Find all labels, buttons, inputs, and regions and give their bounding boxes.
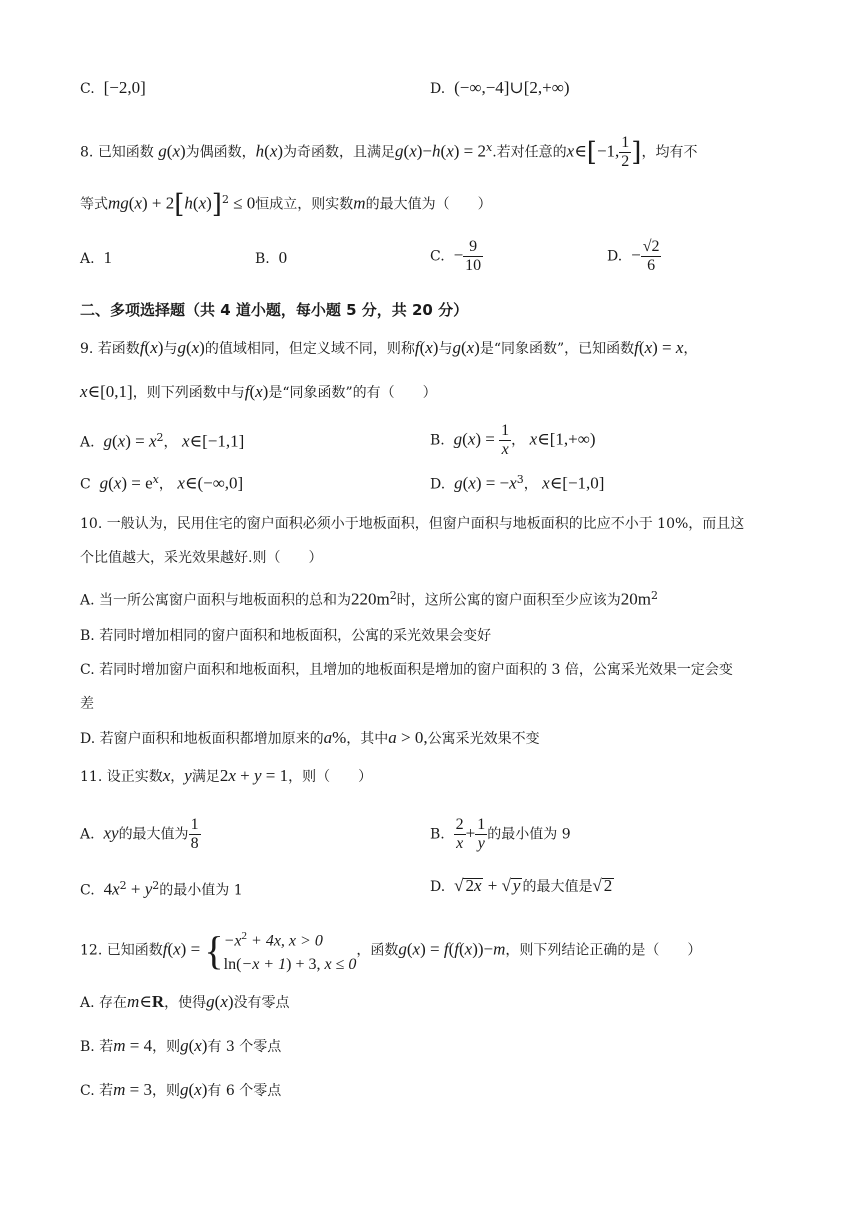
q12-stem: 12. 已知函数f(x) = { $-x^2 + 4x$, x > 0 ln(−x + 1) + 3, x ≤ 0 ，函数g(x) = f(f(x))−m，则下列结论正确的是（ ） — [80, 927, 702, 974]
q9-option-d: D. $g(x) = -x^3$， x∈[−1,0] — [430, 473, 605, 493]
q8-stem-line2: 等式$mg(x) + 2[h(x)]^2 \le 0$恒成立，则实数m的最大值为（ ） — [80, 189, 492, 220]
q9-option-c: C $g(x) = e^x$， x∈(−∞,0] — [80, 473, 244, 493]
q10-stem-line1: 10. 一般认为，民用住宅的窗户面积必须小于地板面积，但窗户面积与地板面积的比应不小于 10%，而且这 — [80, 516, 745, 532]
q10-option-d: D. 若窗户面积和地板面积都增加原来的a%，其中a > 0,公寓采光效果不变 — [80, 728, 540, 747]
q11-stem: 11. 设正实数x，y满足2x + y = 1，则（ ） — [80, 766, 373, 785]
q12-option-b: B. 若m = 4，则g(x)有 3 个零点 — [80, 1036, 282, 1055]
q9-option-b: B. g(x) = $\frac{1}{x}$ ， x∈[1,+∞) — [430, 422, 596, 458]
q11-option-c: C. $4x^2 + y^2$的最小值为 1 — [80, 879, 243, 899]
q7-option-c: C. [−2,0] — [80, 78, 146, 97]
q8-stem-line1: 8. 已知函数 g(x)为偶函数，h(x)为奇函数，且满足$g(x)-h(x) = 2^x$.若对任意的x∈[−1, $\frac{1}{2}$ ]，均有不 — [80, 134, 698, 170]
q9-stem-line2: x∈[0,1]，则下列函数中与f(x)是“同象函数”的有（ ） — [80, 382, 437, 401]
q8-option-d: D. − $\frac{√2}{6}$ — [607, 238, 660, 274]
q11-option-a: A. xy的最大值为 $\frac{1}{8}$ — [80, 816, 199, 852]
q11-option-d: D. √ 2x + √ y 的最大值是√ 2 — [430, 876, 613, 895]
section-title-multiple-choice: 二、多项选择题（共 4 道小题，每小题 5 分，共 20 分） — [80, 301, 469, 319]
q8-option-a: A. 1 — [80, 248, 112, 267]
q10-option-b: B. 若同时增加相同的窗户面积和地板面积，公寓的采光效果会变好 — [80, 628, 492, 644]
q10-option-a: A. 当一所公寓窗户面积与地板面积的总和为$220m^2$时，这所公寓的窗户面积至少应该为$20m^2$ — [80, 589, 658, 609]
q10-option-c-line2: 差 — [80, 696, 94, 712]
q9-option-a: A. $g(x) = x^2$， x∈[−1,1] — [80, 431, 245, 451]
q8-option-c: C. − $\frac{9}{10}$ — [430, 238, 482, 274]
q11-option-b: B. $\frac{2}{x}$ + $\frac{1}{y}$ 的最小值为 9 — [430, 816, 571, 852]
q8-option-b: B. 0 — [255, 248, 288, 267]
q10-stem-line2: 个比值越大，采光效果越好.则（ ） — [80, 550, 323, 566]
q12-option-a: A. 存在m∈R，使得g(x)没有零点 — [80, 992, 290, 1011]
q12-option-c: C. 若m = 3，则g(x)有 6 个零点 — [80, 1080, 282, 1099]
q10-option-c-line1: C. 若同时增加窗户面积和地板面积，且增加的地板面积是增加的窗户面积的 3 倍，公寓采光效果一定会变 — [80, 662, 733, 678]
q9-stem-line1: 9. 若函数f(x)与g(x)的值域相同，但定义域不同，则称f(x)与g(x)是“同象函数”，已知函数f(x) = x， — [80, 338, 698, 357]
q7-option-d: D. (−∞,−4]∪[2,+∞) — [430, 78, 570, 97]
